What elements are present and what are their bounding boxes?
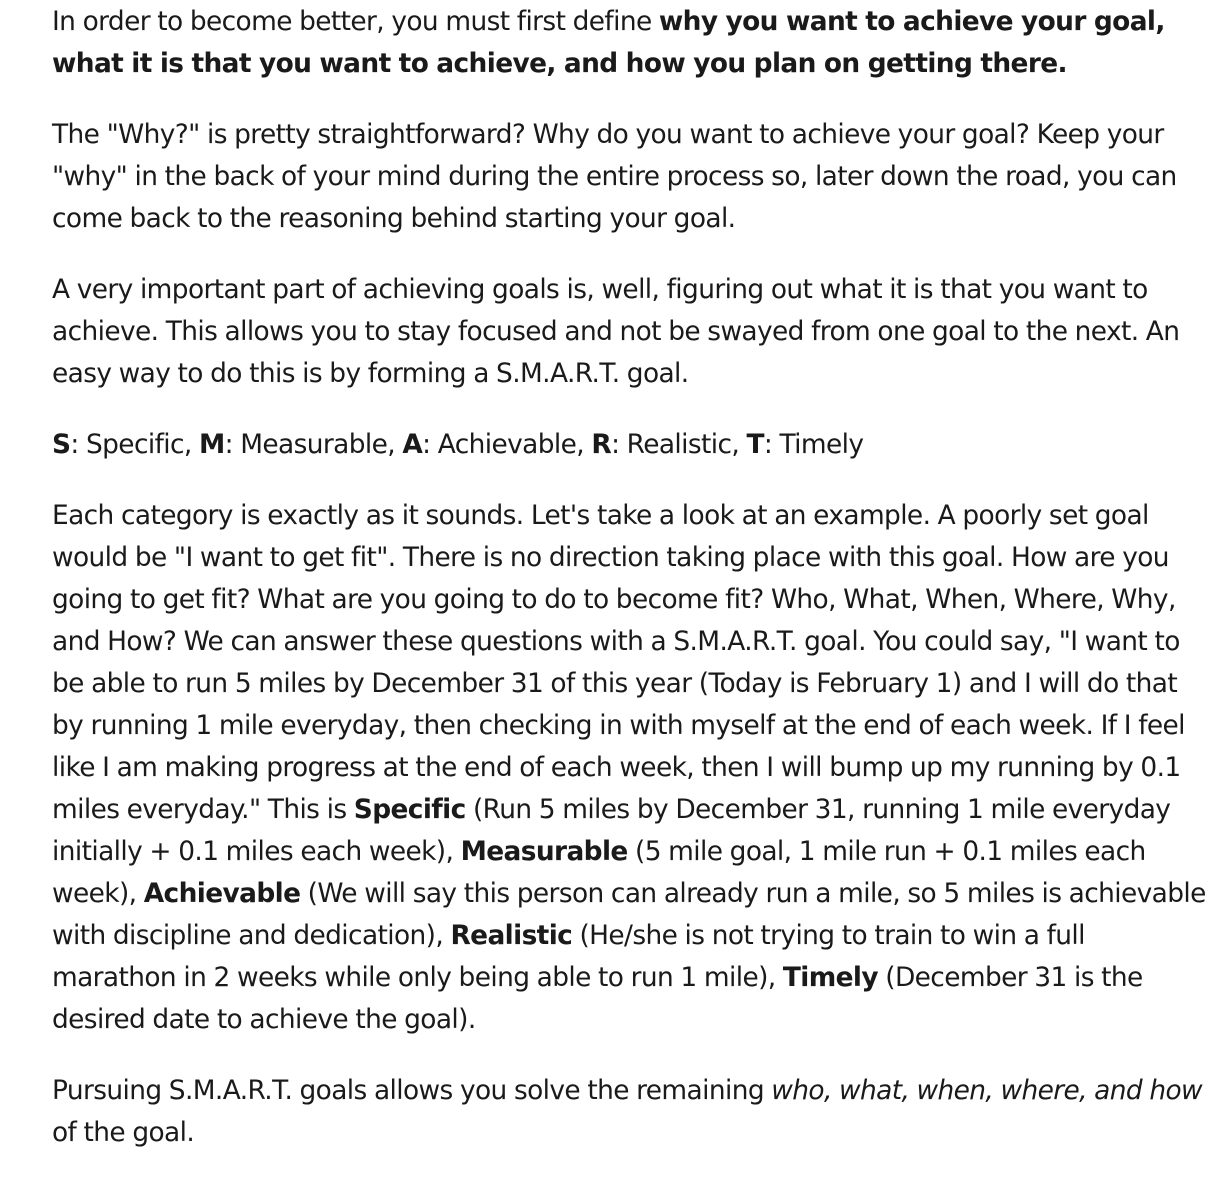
measurable-text: (5 mile goal, 1 mile run + 0.1 miles each week), bbox=[52, 836, 1146, 909]
smart-word-timely: : Timely bbox=[763, 429, 864, 460]
achievable-label: Achievable bbox=[143, 878, 301, 909]
example-intro-text: Each category is exactly as it sounds. Let's take a look at an example. A poorly set goal would be "I want to get fit". There is no direction taking place with this goal. How are you going to get fit? What are you going to do to become fit? Who, What, When, Where, Why, and How? We can answer these questions with a S.M.A.R.T. goal. You could say, "I want to be able to run 5 miles by December 31 of this year (Today is February 1) and I will do that by running 1 mile everyday, then checking in with myself at the end of each week. If I feel like I am making progress at the end of each week, then I will bump up my running by 0.1 miles everyday." This is bbox=[52, 500, 1185, 825]
closing-end-text: of the goal. bbox=[52, 1117, 195, 1148]
smart-letter-r: R bbox=[591, 429, 612, 460]
timely-label: Timely bbox=[782, 962, 878, 993]
smart-letter-m: M bbox=[199, 429, 225, 460]
closing-text: Pursuing S.M.A.R.T. goals allows you solve the remaining bbox=[52, 1075, 772, 1106]
why-paragraph: The "Why?" is pretty straightforward? Why do you want to achieve your goal? Keep your "why" in the back of your mind during the entire process so, later down the road, you can come back to the reasoning behind starting your goal. bbox=[52, 119, 1177, 234]
intro-paragraph bbox=[52, 1, 1207, 85]
smart-word-specific: : Specific, bbox=[70, 429, 199, 460]
measurable-label: Measurable bbox=[460, 836, 628, 867]
closing-italic-text: who, what, when, where, and how bbox=[771, 1075, 1202, 1106]
achievable-text: (We will say this person can already run a mile, so 5 miles is achievable with discipline and dedication), bbox=[52, 878, 1206, 951]
smart-letter-a: A bbox=[402, 429, 423, 460]
specific-text: (Run 5 miles by December 31, running 1 mile everyday initially + 0.1 miles each week), bbox=[52, 794, 1171, 867]
intro-bold-text: why you want to achieve your goal, what it is that you want to achieve, and how you plan on getting there. bbox=[52, 6, 1165, 79]
smart-definition-line bbox=[52, 424, 1207, 466]
article-body bbox=[52, 0, 1207, 1183]
smart-word-measurable: : Measurable, bbox=[224, 429, 403, 460]
realistic-text: (He/she is not trying to train to win a full marathon in 2 weeks while only being able to run 1 mile), bbox=[52, 920, 1085, 993]
what-paragraph: A very important part of achieving goals is, well, figuring out what it is that you want to achieve. This allows you to stay focused and not be swayed from one goal to the next. An easy way to do this is by forming a S.M.A.R.T. goal. bbox=[52, 274, 1180, 389]
smart-word-realistic: : Realistic, bbox=[611, 429, 747, 460]
closing-paragraph bbox=[52, 1070, 1207, 1154]
smart-letter-t: T bbox=[746, 429, 764, 460]
intro-text: In order to become better, you must first define bbox=[52, 6, 659, 37]
smart-letter-s: S bbox=[52, 429, 71, 460]
specific-label: Specific bbox=[353, 794, 466, 825]
smart-word-achievable: : Achievable, bbox=[422, 429, 592, 460]
realistic-label: Realistic bbox=[450, 920, 573, 951]
timely-text: (December 31 is the desired date to achieve the goal). bbox=[52, 962, 1143, 1035]
example-paragraph bbox=[52, 495, 1207, 1041]
